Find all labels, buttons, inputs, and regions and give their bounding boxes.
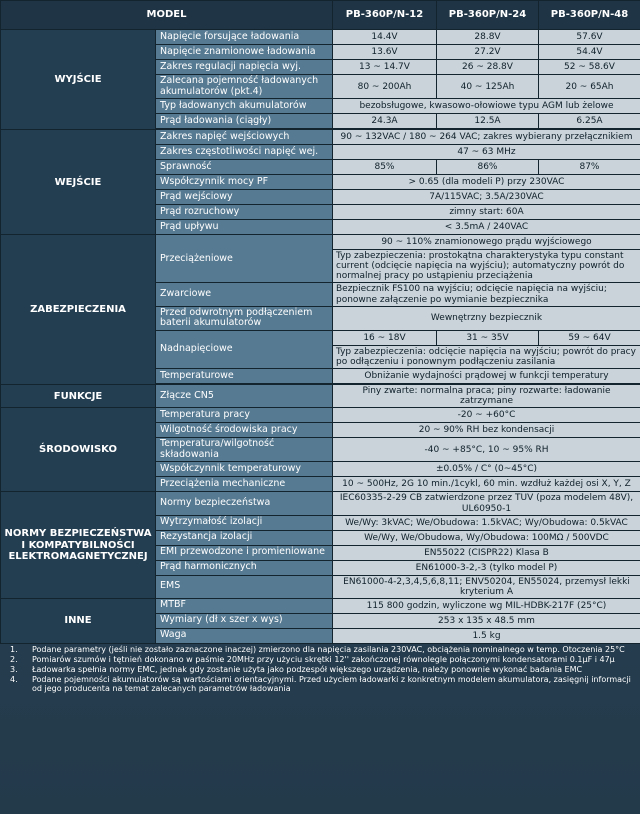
section-protection-title: ZABEZPIECZENIA — [1, 235, 156, 385]
value-cell: Typ zabezpieczenia: odcięcie napięcia na wyjściu; powrót do pracy po odłączeniu i ponownym podłączeniu zasilania — [333, 345, 640, 368]
param-label: Prąd upływu — [156, 220, 333, 235]
param-label: Złącze CN5 — [156, 385, 333, 408]
section-input-title: WEJŚCIE — [1, 130, 156, 235]
value-cell: 12.5A — [437, 114, 539, 129]
table-row — [1, 235, 640, 250]
param-label: Prąd harmonicznych — [156, 560, 333, 575]
value-cell: > 0.65 (dla modeli P) przy 230VAC — [333, 175, 640, 190]
param-label: Typ ładowanych akumulatorów — [156, 99, 333, 114]
param-label: Nadnapięciowe — [156, 330, 333, 368]
value-cell: 13.6V — [333, 45, 437, 60]
value-cell: 7A/115VAC; 3.5A/230VAC — [333, 190, 640, 205]
param-label: Normy bezpieczeństwa — [156, 492, 333, 515]
value-cell: 20 ~ 90% RH bez kondensacji — [333, 423, 640, 438]
value-cell: bezobsługowe, kwasowo-ołowiowe typu AGM lub żelowe — [333, 99, 640, 114]
value-cell: 27.2V — [437, 45, 539, 60]
value-cell: -20 ~ +60°C — [333, 408, 640, 423]
footnote-item — [8, 676, 632, 694]
param-label: Prąd rozruchowy — [156, 205, 333, 220]
value-cell: EN61000-4-2,3,4,5,6,8,11; ENV50204, EN55024, przemysł lekki kryterium A — [333, 575, 640, 598]
footnote-text: Pomiarów szumów i tętnień dokonano w paśmie 20MHz przy użyciu skrętki 12'' zakończonej równolegle połączonymi kondensatorami 0.1µF i 47µ — [32, 654, 615, 664]
value-cell: Typ zabezpieczenia: prostokątna charakterystyka typu constant current (odcięcie napięcia na wyjściu); automatyczny powrót do normalnej pracy po ustąpieniu przeciążenia — [333, 250, 640, 283]
footnote-number: 3. — [10, 664, 18, 674]
value-cell: Bezpiecznik FS100 na wyjściu; odcięcie napięcia na wyjściu; ponowne załączenie po wymianie bezpiecznika — [333, 283, 640, 306]
value-cell: 115 800 godzin, wyliczone wg MIL-HDBK-217F (25°C) — [333, 598, 640, 613]
value-cell: EN61000-3-2,-3 (tylko model P) — [333, 560, 640, 575]
param-label: Przeciążenia mechaniczne — [156, 477, 333, 492]
footnote-number: 4. — [10, 674, 18, 684]
section-standards-title: NORMY BEZPIECZEŃSTWA I KOMPATYBILNOŚCI ELEKTROMAGNETYCZNEJ — [1, 492, 156, 598]
value-cell: 16 ~ 18V — [333, 330, 437, 345]
section-environment-title: ŚRODOWISKO — [1, 408, 156, 492]
value-cell: 6.25A — [539, 114, 640, 129]
value-cell: 57.6V — [539, 30, 640, 45]
param-label: EMS — [156, 575, 333, 598]
footnote-item — [8, 666, 632, 675]
footnote-item — [8, 656, 632, 665]
value-cell: Obniżanie wydajności prądowej w funkcji temperatury — [333, 369, 640, 384]
param-label: Wilgotność środowiska pracy — [156, 423, 333, 438]
value-cell: 59 ~ 64V — [539, 330, 640, 345]
value-cell: 52 ~ 58.6V — [539, 60, 640, 75]
section-other-title: INNE — [1, 598, 156, 643]
value-cell: 54.4V — [539, 45, 640, 60]
param-label: Wytrzymałość izolacji — [156, 515, 333, 530]
param-label: Waga — [156, 628, 333, 643]
footnote-text: Ładowarka spełnia normy EMC, jednak gdy zostanie użyta jako podzespół większego urządzenia, należy ponownie wykonać badania EMC — [32, 664, 583, 674]
value-cell: 20 ~ 65Ah — [539, 75, 640, 99]
param-label: Prąd ładowania (ciągły) — [156, 114, 333, 129]
model-12-header: PB-360P/N-12 — [333, 1, 437, 30]
value-cell: Piny zwarte: normalna praca; piny rozwarte: ładowanie zatrzymane — [333, 385, 640, 408]
param-label: Zakres napięć wejściowych — [156, 130, 333, 145]
footnote-item — [8, 646, 632, 655]
value-cell: 13 ~ 14.7V — [333, 60, 437, 75]
table-row — [1, 385, 640, 408]
value-cell: 26 ~ 28.8V — [437, 60, 539, 75]
model-48-header: PB-360P/N-48 — [539, 1, 640, 30]
footnote-number: 1. — [10, 644, 18, 654]
value-cell: Wewnętrzny bezpiecznik — [333, 306, 640, 330]
value-cell: IEC60335-2-29 CB zatwierdzone przez TUV (poza modelem 48V), UL60950-1 — [333, 492, 640, 515]
value-cell: 14.4V — [333, 30, 437, 45]
value-cell: 87% — [539, 160, 640, 175]
value-cell: -40 ~ +85°C, 10 ~ 95% RH — [333, 438, 640, 462]
param-label: Rezystancja izolacji — [156, 530, 333, 545]
value-cell: 90 ~ 132VAC / 180 ~ 264 VAC; zakres wybierany przełącznikiem — [333, 130, 640, 145]
value-cell: 90 ~ 110% znamionowego prądu wyjściowego — [333, 235, 640, 250]
value-cell: EN55022 (CISPR22) Klasa B — [333, 545, 640, 560]
param-label: Zakres regulacji napięcia wyj. — [156, 60, 333, 75]
param-label: Prąd wejściowy — [156, 190, 333, 205]
param-label: Zalecana pojemność ładowanych akumulatorów (pkt.4) — [156, 75, 333, 99]
value-cell: We/Wy, We/Obudowa, Wy/Obudowa: 100MΩ / 500VDC — [333, 530, 640, 545]
value-cell: 31 ~ 35V — [437, 330, 539, 345]
value-cell: 253 x 135 x 48.5 mm — [333, 613, 640, 628]
model-header: MODEL — [1, 1, 333, 30]
table-row — [1, 492, 640, 515]
table-row — [1, 30, 640, 45]
param-label: Zakres częstotliwości napięć wej. — [156, 145, 333, 160]
section-functions-title: FUNKCJE — [1, 385, 156, 408]
footnotes — [0, 644, 640, 694]
param-label: Temperatura/wilgotność składowania — [156, 438, 333, 462]
value-cell: 1.5 kg — [333, 628, 640, 643]
param-label: Temperatura pracy — [156, 408, 333, 423]
header-row — [1, 1, 640, 30]
param-label: Napięcie znamionowe ładowania — [156, 45, 333, 60]
value-cell: 24.3A — [333, 114, 437, 129]
value-cell: 10 ~ 500Hz, 2G 10 min./1cykl, 60 min. wzdłuż każdej osi X, Y, Z — [333, 477, 640, 492]
param-label: Współczynnik mocy PF — [156, 175, 333, 190]
value-cell: ±0.05% / C° (0~45°C) — [333, 462, 640, 477]
param-label: Przeciążeniowe — [156, 235, 333, 283]
table-row — [1, 598, 640, 613]
param-label: Temperaturowe — [156, 369, 333, 384]
value-cell: We/Wy: 3kVAC; We/Obudowa: 1.5kVAC; Wy/Obudowa: 0.5kVAC — [333, 515, 640, 530]
value-cell: 40 ~ 125Ah — [437, 75, 539, 99]
value-cell: 86% — [437, 160, 539, 175]
param-label: Zwarciowe — [156, 283, 333, 306]
model-24-header: PB-360P/N-24 — [437, 1, 539, 30]
table-row — [1, 130, 640, 145]
value-cell: 85% — [333, 160, 437, 175]
value-cell: 28.8V — [437, 30, 539, 45]
section-output-title: WYJŚCIE — [1, 30, 156, 130]
table-row — [1, 408, 640, 423]
param-label: Współczynnik temperaturowy — [156, 462, 333, 477]
param-label: Sprawność — [156, 160, 333, 175]
value-cell: 80 ~ 200Ah — [333, 75, 437, 99]
value-cell: zimny start: 60A — [333, 205, 640, 220]
param-label: Przed odwrotnym podłączeniem baterii akumulatorów — [156, 306, 333, 330]
param-label: Wymiary (dł x szer x wys) — [156, 613, 333, 628]
value-cell: < 3.5mA / 240VAC — [333, 220, 640, 235]
param-label: MTBF — [156, 598, 333, 613]
footnote-number: 2. — [10, 654, 18, 664]
param-label: Napięcie forsujące ładowania — [156, 30, 333, 45]
value-cell: 47 ~ 63 MHz — [333, 145, 640, 160]
footnote-text: Podane pojemności akumulatorów są wartościami orientacyjnymi. Przed użyciem ładowarki z konkretnym modelem akumulatora, zasięgnij informacji od jego producenta na temat zalecanych parametrów ładowania — [32, 674, 631, 693]
param-label: EMI przewodzone i promieniowane — [156, 545, 333, 560]
footnote-text: Podane parametry (jeśli nie zostało zaznaczone inaczej) zmierzono dla napięcia zasilania 230VAC, obciążenia nominalnego w temp. Otoczenia 25°C — [32, 644, 625, 654]
